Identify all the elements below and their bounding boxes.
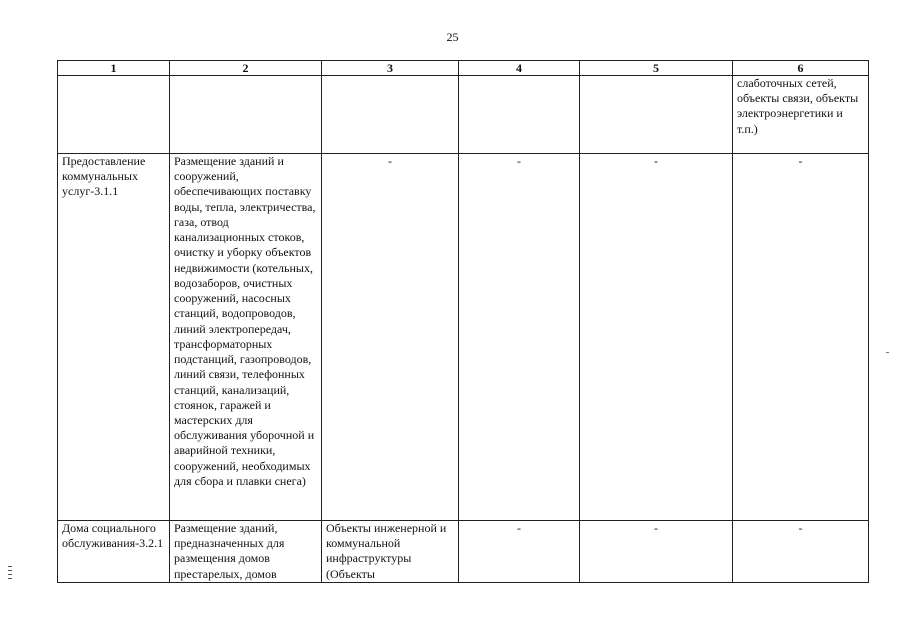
table-cell: - <box>580 521 733 583</box>
margin-mark <box>886 352 889 353</box>
table-cell <box>58 76 170 154</box>
column-header-1: 1 <box>58 61 170 76</box>
table-cell <box>580 76 733 154</box>
table-cell <box>459 76 580 154</box>
table-cell: - <box>459 154 580 521</box>
column-header-6: 6 <box>733 61 869 76</box>
table-header-row <box>58 61 869 76</box>
page-number: 25 <box>446 30 459 44</box>
column-header-2: 2 <box>170 61 322 76</box>
table-cell: Предоставление коммунальных услуг-3.1.1 <box>58 154 170 521</box>
table-cell: - <box>733 521 869 583</box>
table-cell: слаботочных сетей, объекты связи, объекты электроэнергетики и т.п.) <box>733 76 869 154</box>
table-row <box>58 154 869 521</box>
margin-mark <box>8 566 12 582</box>
column-header-4: 4 <box>459 61 580 76</box>
table-cell: - <box>580 154 733 521</box>
table-cell: - <box>459 521 580 583</box>
table-cell: Дома социального обслуживания-3.2.1 <box>58 521 170 583</box>
table-row-continuation <box>58 76 869 154</box>
table-cell: Размещение зданий и сооружений, обеспечивающих поставку воды, тепла, электричества, газа, отвод канализационных стоков, очистку и уборку объектов недвижимости (котельных, водозаборов, очистных сооружений, насосных станций, водопроводов, линий электропередач, трансформаторных подстанций, газопроводов, линий связи, телефонных станций, канализаций, стоянок, гаражей и мастерских для обслуживания уборочной и аварийной техники, сооружений, необходимых для сбора и плавки снега) <box>170 154 322 521</box>
table-cell: - <box>322 154 459 521</box>
table-cell: Объекты инженерной и коммунальной инфраструктуры (Объекты <box>322 521 459 583</box>
column-header-5: 5 <box>580 61 733 76</box>
column-header-3: 3 <box>322 61 459 76</box>
regulations-table <box>57 60 869 583</box>
table-cell: Размещение зданий, предназначенных для размещения домов престарелых, домов <box>170 521 322 583</box>
table-row <box>58 521 869 583</box>
table-cell <box>322 76 459 154</box>
table-cell: - <box>733 154 869 521</box>
table-cell <box>170 76 322 154</box>
